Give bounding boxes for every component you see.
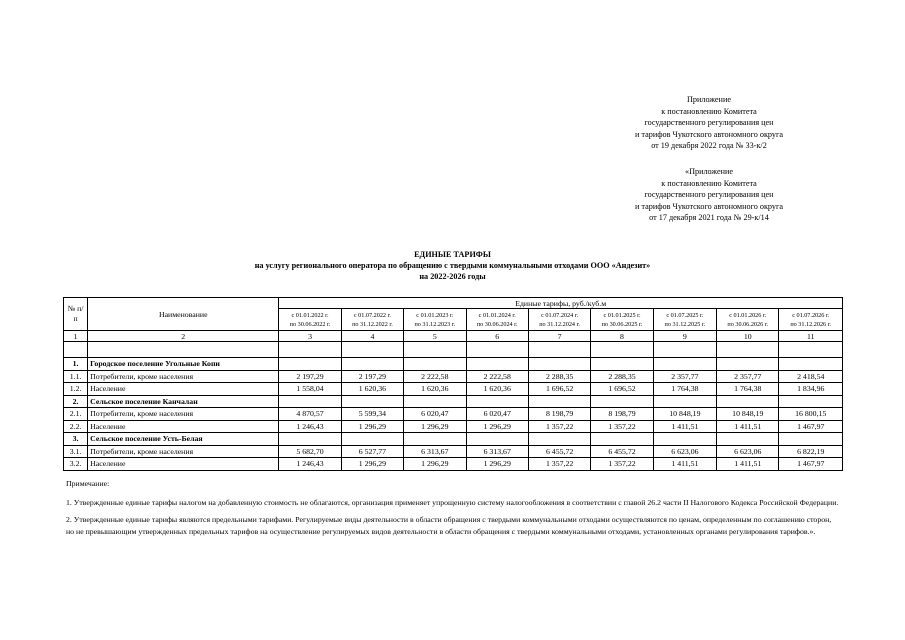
- appendix-line: к постановлению Комитета: [661, 106, 757, 116]
- tariff-value: 2 418,54: [779, 370, 843, 383]
- appendix-line: от 17 декабря 2021 года № 29-к/14: [649, 213, 769, 223]
- appendix-reference-previous: [609, 166, 809, 224]
- row-name: Потребители, кроме населения: [88, 370, 279, 383]
- tariff-value: 16 800,15: [779, 408, 843, 421]
- tariff-value: [591, 358, 653, 371]
- period-from: с 01.01.2023 г.: [416, 311, 454, 319]
- period-from: с 01.01.2025 г.: [603, 311, 641, 319]
- column-number: 6: [466, 331, 528, 342]
- tariff-value: 1 696,52: [528, 383, 590, 396]
- tariff-value: 2 197,29: [341, 370, 403, 383]
- period-header: [591, 309, 653, 331]
- tariff-value: [341, 395, 403, 408]
- period-header: [341, 309, 403, 331]
- period-header: [653, 309, 716, 331]
- period-from: с 01.01.2022 г.: [291, 311, 329, 319]
- table-body: [64, 342, 843, 471]
- tariff-value: [653, 433, 716, 446]
- note-item: 2. Утвержденные единые тарифы являются предельными тарифами. Регулируемые виды деятельности в области обращения с твердыми коммунальными отходами осуществляются по ценам, определенным по соглашению сторон, но не превышающим утвержденных предельных тарифов на осуществление регулируемых видов деятельности в области обращения с твердыми коммунальными отходами, установленных органами регулирования тарифов.».: [66, 515, 832, 536]
- empty-cell: [404, 342, 466, 358]
- tariff-value: 1 467,97: [779, 420, 843, 433]
- tariff-value: [279, 358, 341, 371]
- tariff-value: [404, 358, 466, 371]
- tariff-value: [779, 358, 843, 371]
- tariff-value: 6 020,47: [466, 408, 528, 421]
- tariff-value: [341, 433, 403, 446]
- column-header-number: № п/п: [64, 298, 88, 331]
- tariff-value: 1 357,22: [528, 458, 590, 471]
- tariff-value: 6 822,19: [779, 445, 843, 458]
- appendix-line: «Приложение: [684, 167, 734, 176]
- tariff-value: 5 682,70: [279, 445, 341, 458]
- tariff-value: [528, 358, 590, 371]
- appendix-line: к постановлению Комитета: [661, 178, 757, 188]
- tariff-value: [717, 395, 779, 408]
- tariff-value: 2 197,29: [279, 370, 341, 383]
- tariff-value: 2 357,77: [653, 370, 716, 383]
- tariff-value: 5 599,34: [341, 408, 403, 421]
- period-to: по 31.12.2022 г.: [352, 320, 393, 328]
- row-name: Потребители, кроме населения: [88, 408, 279, 421]
- note-item: 1. Утвержденные единые тарифы налогом на добавленную стоимость не облагаются, организация применяет упрощенную систему налогообложения в соответствии с главой 26.2 части II Налогового Кодекса Российской Федерации.: [66, 497, 839, 507]
- column-number: 7: [528, 331, 590, 342]
- notes-heading: Примечание:: [66, 479, 110, 488]
- period-from: с 01.07.2026 г.: [792, 311, 830, 319]
- document-title: [0, 249, 905, 282]
- period-header: [279, 309, 341, 331]
- tariff-value: 6 455,72: [591, 445, 653, 458]
- empty-cell: [466, 342, 528, 358]
- tariff-value: 1 620,36: [404, 383, 466, 396]
- tariff-value: 2 222,58: [466, 370, 528, 383]
- empty-cell: [64, 342, 88, 358]
- tariff-value: 2 288,35: [528, 370, 590, 383]
- tariff-value: 1 696,52: [591, 383, 653, 396]
- row-index: 3.: [64, 433, 88, 446]
- row-index: 1.2.: [64, 383, 88, 396]
- period-to: по 31.12.2026 г.: [790, 320, 832, 328]
- column-number-row: [64, 331, 843, 342]
- period-from: с 01.01.2026 г.: [729, 311, 767, 319]
- tariff-value: [591, 395, 653, 408]
- column-number: 5: [404, 331, 466, 342]
- tariff-value: 10 848,19: [653, 408, 716, 421]
- tariff-value: 1 620,36: [466, 383, 528, 396]
- table-row: [64, 445, 843, 458]
- tariff-value: 1 467,97: [779, 458, 843, 471]
- tariff-value: [653, 395, 716, 408]
- tariff-value: 1 296,29: [466, 420, 528, 433]
- tariff-value: 1 357,22: [591, 420, 653, 433]
- period-header: [404, 309, 466, 331]
- period-to: по 30.06.2024 г.: [476, 320, 518, 328]
- column-number: 3: [279, 331, 341, 342]
- tariff-value: 1 764,38: [717, 383, 779, 396]
- tariff-value: 1 357,22: [591, 458, 653, 471]
- tariff-value: [404, 433, 466, 446]
- tariff-value: 1 246,43: [279, 420, 341, 433]
- period-header: [466, 309, 528, 331]
- tariff-value: 1 296,29: [341, 420, 403, 433]
- period-from: с 01.07.2022 г.: [353, 311, 391, 319]
- tariff-value: 6 623,06: [653, 445, 716, 458]
- tariff-value: 1 246,43: [279, 458, 341, 471]
- tariff-value: 1 296,29: [341, 458, 403, 471]
- row-index: 2.2.: [64, 420, 88, 433]
- empty-cell: [528, 342, 590, 358]
- row-name: Потребители, кроме населения: [88, 445, 279, 458]
- tariff-value: [404, 395, 466, 408]
- tariff-value: 10 848,19: [717, 408, 779, 421]
- empty-cell: [779, 342, 843, 358]
- tariff-value: 1 620,36: [341, 383, 403, 396]
- period-from: с 01.07.2025 г.: [666, 311, 704, 319]
- column-header-name: Наименование: [88, 298, 279, 331]
- tariff-value: [779, 433, 843, 446]
- tariff-value: 6 313,67: [466, 445, 528, 458]
- tariff-value: 6 313,67: [404, 445, 466, 458]
- empty-cell: [591, 342, 653, 358]
- column-number: 8: [591, 331, 653, 342]
- tariff-value: 1 411,51: [653, 458, 716, 471]
- row-index: 2.: [64, 395, 88, 408]
- tariff-value: [279, 395, 341, 408]
- table-row: [64, 420, 843, 433]
- appendix-line: от 19 декабря 2022 года № 33-к/2: [651, 141, 767, 151]
- row-index: 1.1.: [64, 370, 88, 383]
- tariff-value: 2 357,77: [717, 370, 779, 383]
- appendix-line: государственного регулирования цен: [644, 190, 774, 200]
- period-to: по 31.12.2025 г.: [664, 320, 706, 328]
- row-name: Городское поселение Угольные Копи: [88, 358, 279, 371]
- appendix-line: Приложение: [687, 95, 731, 104]
- section-row: [64, 358, 843, 371]
- row-name: Население: [88, 420, 279, 433]
- tariff-value: 1 296,29: [404, 420, 466, 433]
- section-row: [64, 433, 843, 446]
- period-header: [779, 309, 843, 331]
- tariff-value: 2 222,58: [404, 370, 466, 383]
- tariff-value: [279, 433, 341, 446]
- table-row: [64, 458, 843, 471]
- row-name: Население: [88, 458, 279, 471]
- row-name: Сельское поселение Канчалан: [88, 395, 279, 408]
- period-from: с 01.01.2024 г.: [478, 311, 516, 319]
- title-line-1: ЕДИНЫЕ ТАРИФЫ: [414, 250, 491, 259]
- tariff-value: [528, 395, 590, 408]
- title-line-3: на 2022-2026 годы: [419, 272, 486, 281]
- row-name: Сельское поселение Усть-Белая: [88, 433, 279, 446]
- tariff-value: 8 198,79: [591, 408, 653, 421]
- tariff-value: 6 527,77: [341, 445, 403, 458]
- table-row: [64, 383, 843, 396]
- section-row: [64, 395, 843, 408]
- row-index: 1.: [64, 358, 88, 371]
- tariff-value: [466, 358, 528, 371]
- period-header: [528, 309, 590, 331]
- period-to: по 31.12.2023 г.: [414, 320, 456, 328]
- column-number: 10: [717, 331, 779, 342]
- period-from: с 01.07.2024 г.: [541, 311, 579, 319]
- tariff-value: [779, 395, 843, 408]
- tariff-value: [466, 433, 528, 446]
- appendix-line: и тарифов Чукотского автономного округа: [634, 129, 784, 139]
- tariffs-table: [63, 297, 843, 471]
- title-line-2: на услугу регионального оператора по обращению с твердыми коммунальными отходами ООО «Андезит»: [254, 261, 651, 270]
- tariff-value: 8 198,79: [528, 408, 590, 421]
- empty-cell: [653, 342, 716, 358]
- tariff-value: 2 288,35: [591, 370, 653, 383]
- tariff-value: 1 411,51: [653, 420, 716, 433]
- tariff-value: 1 411,51: [717, 420, 779, 433]
- tariff-value: 1 764,38: [653, 383, 716, 396]
- row-index: 3.2.: [64, 458, 88, 471]
- table-row: [64, 408, 843, 421]
- appendix-line: государственного регулирования цен: [644, 118, 774, 128]
- tariff-value: [466, 395, 528, 408]
- tariff-value: 6 020,47: [404, 408, 466, 421]
- tariff-value: 1 834,96: [779, 383, 843, 396]
- tariff-value: [717, 433, 779, 446]
- tariff-value: 1 558,04: [279, 383, 341, 396]
- row-index: 3.1.: [64, 445, 88, 458]
- appendix-line: и тарифов Чукотского автономного округа: [634, 201, 784, 211]
- tariff-value: 1 296,29: [466, 458, 528, 471]
- empty-cell: [88, 342, 279, 358]
- period-to: по 30.06.2025 г.: [601, 320, 643, 328]
- empty-cell: [341, 342, 403, 358]
- tariff-value: 1 357,22: [528, 420, 590, 433]
- tariff-value: [717, 358, 779, 371]
- column-number: 4: [341, 331, 403, 342]
- tariff-value: [653, 358, 716, 371]
- column-number: 1: [64, 331, 88, 342]
- table-row: [64, 370, 843, 383]
- tariff-value: [528, 433, 590, 446]
- period-to: по 31.12.2024 г.: [539, 320, 580, 328]
- tariff-value: [341, 358, 403, 371]
- tariff-value: 6 455,72: [528, 445, 590, 458]
- column-number: 2: [88, 331, 279, 342]
- tariff-value: 4 870,57: [279, 408, 341, 421]
- row-index: 2.1.: [64, 408, 88, 421]
- tariff-value: 1 411,51: [717, 458, 779, 471]
- notes-section: [66, 478, 841, 543]
- period-header: [717, 309, 779, 331]
- column-number: 9: [653, 331, 716, 342]
- empty-cell: [717, 342, 779, 358]
- period-to: по 30.06.2022 г.: [289, 320, 331, 328]
- tariff-value: 1 296,29: [404, 458, 466, 471]
- tariff-value: [591, 433, 653, 446]
- empty-cell: [279, 342, 341, 358]
- column-header-group: Единые тарифы, руб./куб.м: [279, 298, 843, 309]
- spacer-row: [64, 342, 843, 358]
- row-name: Население: [88, 383, 279, 396]
- period-to: по 30.06.2026 г.: [727, 320, 769, 328]
- column-number: 11: [779, 331, 843, 342]
- tariff-value: 6 623,06: [717, 445, 779, 458]
- appendix-reference-current: [609, 94, 809, 152]
